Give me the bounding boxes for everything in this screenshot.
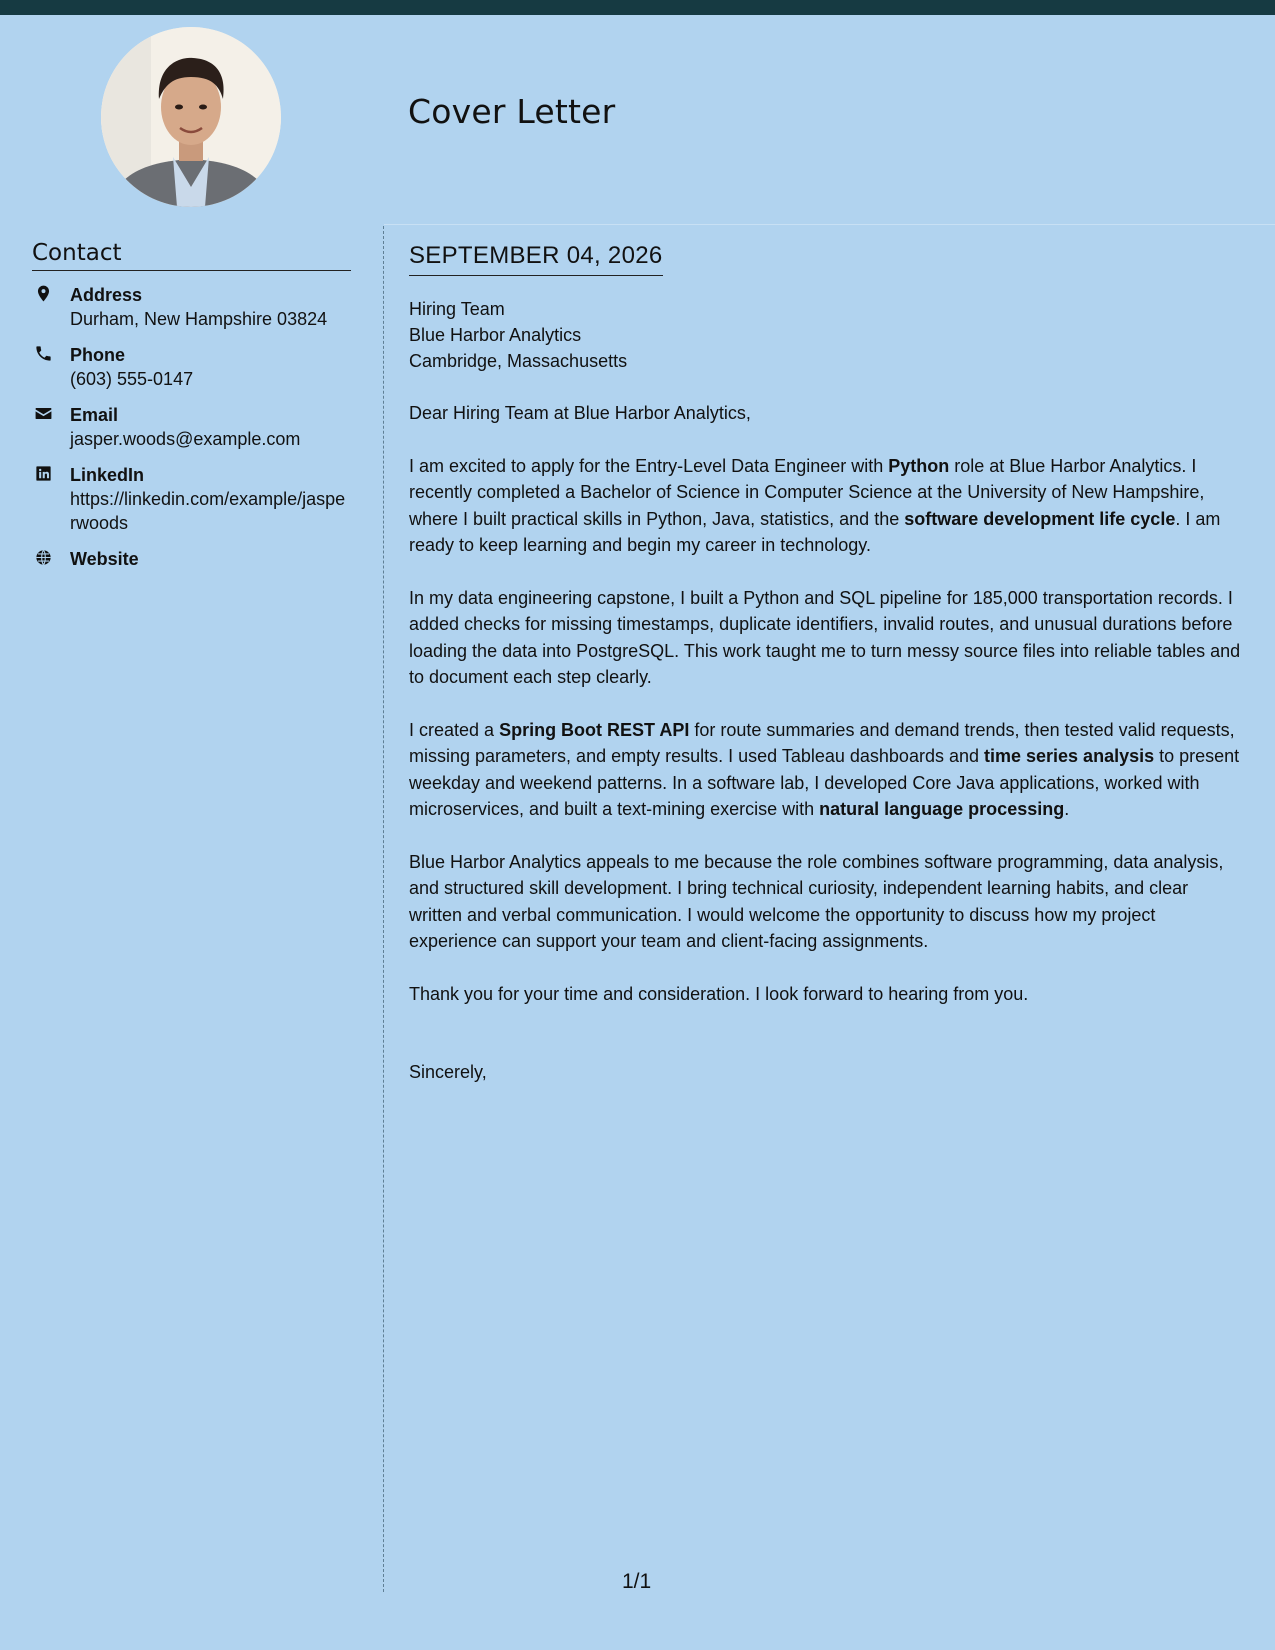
page-title: Cover Letter xyxy=(408,92,616,131)
emphasized-text: Python xyxy=(888,455,950,476)
paragraph-text: for route summaries and demand trends, then tested valid requests, missing parameters, and empty results. I used Tableau dashboards and xyxy=(409,719,1235,766)
map-pin-icon xyxy=(32,283,70,331)
letter-paragraph xyxy=(409,453,1244,559)
paragraph-text: In my data engineering capstone, I built a Python and SQL pipeline for 185,000 transportation records. I added checks for missing timestamps, duplicate identifiers, invalid routes, and unusual durations before loading the data into PostgreSQL. This work taught me to turn messy source files into reliable tables and to document each step clearly. xyxy=(409,587,1241,687)
contact-sidebar xyxy=(32,240,351,583)
emphasized-text: natural language processing xyxy=(819,799,1065,819)
letter-paragraph xyxy=(409,981,1244,1008)
recipient-line: Cambridge, Massachusetts xyxy=(409,351,628,371)
profile-photo-image xyxy=(101,27,281,207)
contact-email xyxy=(32,403,351,451)
contact-value[interactable]: https://linkedin.com/example/jasperwoods xyxy=(70,489,346,533)
letter-content xyxy=(409,400,1244,1007)
contact-label: LinkedIn xyxy=(70,465,145,485)
letter-paragraphs xyxy=(409,453,1244,1008)
recipient-block xyxy=(409,296,1244,374)
contact-list xyxy=(32,283,351,571)
salutation: Dear Hiring Team at Blue Harbor Analytics, xyxy=(409,403,751,423)
top-bar xyxy=(0,0,1275,15)
contact-value: Durham, New Hampshire 03824 xyxy=(70,309,328,329)
paragraph-text: to present weekday and weekend patterns. In a software lab, I developed Core Java applications, worked with microservices, and built a text-mining exercise with xyxy=(409,746,1240,819)
paragraph-text: Blue Harbor Analytics appeals to me because the role combines software programming, data analysis, and structured skill development. I bring technical curiosity, independent learning habits, and clear written and verbal communication. I would welcome the opportunity to discuss how my project experience can support your team and client-facing assignments. xyxy=(409,851,1224,951)
contact-address xyxy=(32,283,351,331)
contact-heading: Contact xyxy=(32,240,351,271)
header-divider xyxy=(384,224,1275,225)
letter-paragraph xyxy=(409,585,1244,691)
letter-paragraph xyxy=(409,849,1244,955)
contact-label: Phone xyxy=(70,345,126,365)
linkedin-icon xyxy=(32,463,70,535)
letter-paragraph xyxy=(409,717,1244,823)
closing: Sincerely, xyxy=(409,1062,487,1082)
contact-value[interactable]: jasper.woods@example.com xyxy=(70,429,301,449)
contact-phone xyxy=(32,343,351,391)
globe-icon xyxy=(32,547,70,571)
emphasized-text: time series analysis xyxy=(984,746,1155,766)
contact-linkedin xyxy=(32,463,351,535)
letter-date: SEPTEMBER 04, 2026 xyxy=(409,242,663,276)
contact-website xyxy=(32,547,351,571)
paragraph-text: . xyxy=(1064,799,1070,819)
paragraph-text: I created a xyxy=(409,719,500,740)
contact-label: Website xyxy=(70,549,139,569)
recipient-line: Blue Harbor Analytics xyxy=(409,325,582,345)
letter-body xyxy=(409,242,1244,1085)
recipient-line: Hiring Team xyxy=(409,299,505,319)
emphasized-text: Spring Boot REST API xyxy=(499,719,690,740)
column-divider xyxy=(383,226,384,1592)
contact-label: Address xyxy=(70,285,143,305)
phone-icon xyxy=(32,343,70,391)
profile-photo xyxy=(101,27,281,207)
page-number: 1/1 xyxy=(622,1570,652,1593)
paragraph-text: . I am ready to keep learning and begin my career in technology. xyxy=(409,508,1221,555)
envelope-icon xyxy=(32,403,70,451)
paragraph-text: role at Blue Harbor Analytics. I recently completed a Bachelor of Science in Computer Science at the University of New Hampshire, where I built practical skills in Python, Java, statistics, and the xyxy=(409,455,1205,529)
contact-value[interactable]: (603) 555-0147 xyxy=(70,369,194,389)
paragraph-text: Thank you for your time and consideration. I look forward to hearing from you. xyxy=(409,983,1029,1004)
contact-label: Email xyxy=(70,405,119,425)
emphasized-text: software development life cycle xyxy=(904,508,1176,529)
paragraph-text: I am excited to apply for the Entry-Level Data Engineer with xyxy=(409,455,889,476)
